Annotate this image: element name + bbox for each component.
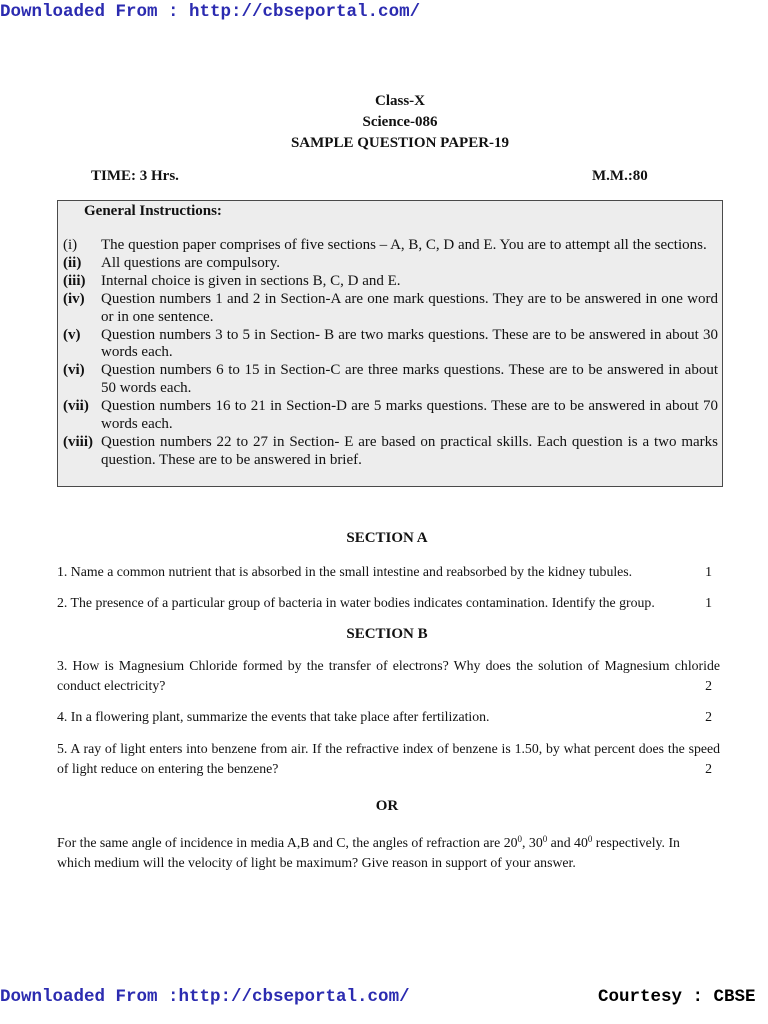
degree-superscript: 0 xyxy=(517,834,523,845)
angle-value: 20 xyxy=(503,835,518,851)
courtesy-label: Courtesy : CBSE xyxy=(598,987,756,1007)
question-marks: 1 xyxy=(705,594,712,610)
instruction-number: (v) xyxy=(63,326,81,343)
question-marks: 2 xyxy=(705,709,712,725)
question-text: 2. The presence of a particular group of bacteria in water bodies indicates contamination. Identify the group. xyxy=(57,594,655,610)
question-3 xyxy=(57,656,720,695)
degree-superscript: 0 xyxy=(542,834,548,845)
question-1 xyxy=(57,562,720,582)
paper-title: SAMPLE QUESTION PAPER-19 xyxy=(290,134,510,151)
paper-heading xyxy=(57,91,743,154)
instruction-item xyxy=(58,291,718,327)
instruction-number: (vi) xyxy=(63,362,85,379)
alternative-question-text xyxy=(57,833,700,872)
instructions-heading: General Instructions: xyxy=(84,203,222,219)
instruction-item xyxy=(58,273,718,291)
section-a-heading: SECTION A xyxy=(346,530,428,546)
instruction-item xyxy=(58,255,718,273)
question-text: 3. How is Magnesium Chloride formed by the transfer of electrons? Why does the solution of Magnesium chloride conduct electricity? xyxy=(57,658,720,693)
instruction-number: (vii) xyxy=(63,398,89,415)
angle-joiner: , xyxy=(522,835,529,851)
question-2 xyxy=(57,593,720,613)
instruction-text: Question numbers 6 to 15 in Section-C are three marks questions. These are to be answered in about 50 words each. xyxy=(101,362,718,397)
time-allowed: TIME: 3 Hrs. xyxy=(91,168,179,184)
instruction-number: (viii) xyxy=(63,433,93,450)
download-link-header[interactable]: Downloaded From : http://cbseportal.com/ xyxy=(0,2,421,22)
instruction-text: Question numbers 22 to 27 in Section- E are based on practical skills. Each question is a two marks question. These are to be answered in brief. xyxy=(101,433,718,468)
subject-label: Science-086 xyxy=(362,113,438,130)
download-link-footer[interactable]: Downloaded From :http://cbseportal.com/ xyxy=(0,987,410,1007)
alternative-tail-text: respectively. In which medium will the velocity of light be maximum? Give reason in support of your answer. xyxy=(57,835,680,870)
instruction-item xyxy=(58,434,718,470)
instruction-item xyxy=(58,398,718,434)
instructions-list xyxy=(58,237,718,470)
question-marks: 1 xyxy=(705,563,712,579)
instruction-item xyxy=(58,237,718,255)
instruction-text: The question paper comprises of five sections – A, B, C, D and E. You are to attempt all the sections. xyxy=(101,237,707,253)
instruction-number: (i) xyxy=(63,237,78,253)
instruction-number: (iv) xyxy=(63,290,85,307)
alternative-lead-text: For the same angle of incidence in media A,B and C, the angles of refraction are xyxy=(57,835,504,851)
question-text: 5. A ray of light enters into benzene from air. If the refractive index of benzene is 1.50, by what percent does the speed of light reduce on entering the benzene? xyxy=(57,741,720,776)
instruction-number: (iii) xyxy=(63,272,86,289)
instruction-item xyxy=(58,362,718,398)
instruction-text: Question numbers 1 and 2 in Section-A are one mark questions. They are to be answered in one word or in one sentence. xyxy=(101,290,718,325)
maximum-marks: M.M.:80 xyxy=(592,168,648,184)
question-marks: 2 xyxy=(705,677,712,693)
question-text: 1. Name a common nutrient that is absorbed in the small intestine and reabsorbed by the kidney tubules. xyxy=(57,563,633,579)
or-separator: OR xyxy=(375,798,399,814)
instruction-number: (ii) xyxy=(63,254,82,271)
section-b-heading: SECTION B xyxy=(346,626,428,642)
general-instructions-box xyxy=(57,200,723,487)
question-text: 4. In a flowering plant, summarize the events that take place after fertilization. xyxy=(57,709,490,725)
question-4 xyxy=(57,707,720,727)
degree-superscript: 0 xyxy=(587,834,593,845)
instruction-item xyxy=(58,327,718,363)
class-label: Class-X xyxy=(374,92,425,109)
instruction-text: Internal choice is given in sections B, C, D and E. xyxy=(101,272,401,289)
instruction-text: Question numbers 3 to 5 in Section- B are two marks questions. These are to be answered in about 30 words each. xyxy=(101,326,718,361)
question-marks: 2 xyxy=(705,760,712,776)
instruction-text: Question numbers 16 to 21 in Section-D are 5 marks questions. These are to be answered in about 70 words each. xyxy=(101,398,718,433)
instruction-text: All questions are compulsory. xyxy=(101,254,280,271)
angle-value: 30 xyxy=(528,835,543,851)
angle-value: 40 xyxy=(574,835,588,851)
question-5 xyxy=(57,739,720,778)
angle-joiner: and xyxy=(547,835,575,851)
